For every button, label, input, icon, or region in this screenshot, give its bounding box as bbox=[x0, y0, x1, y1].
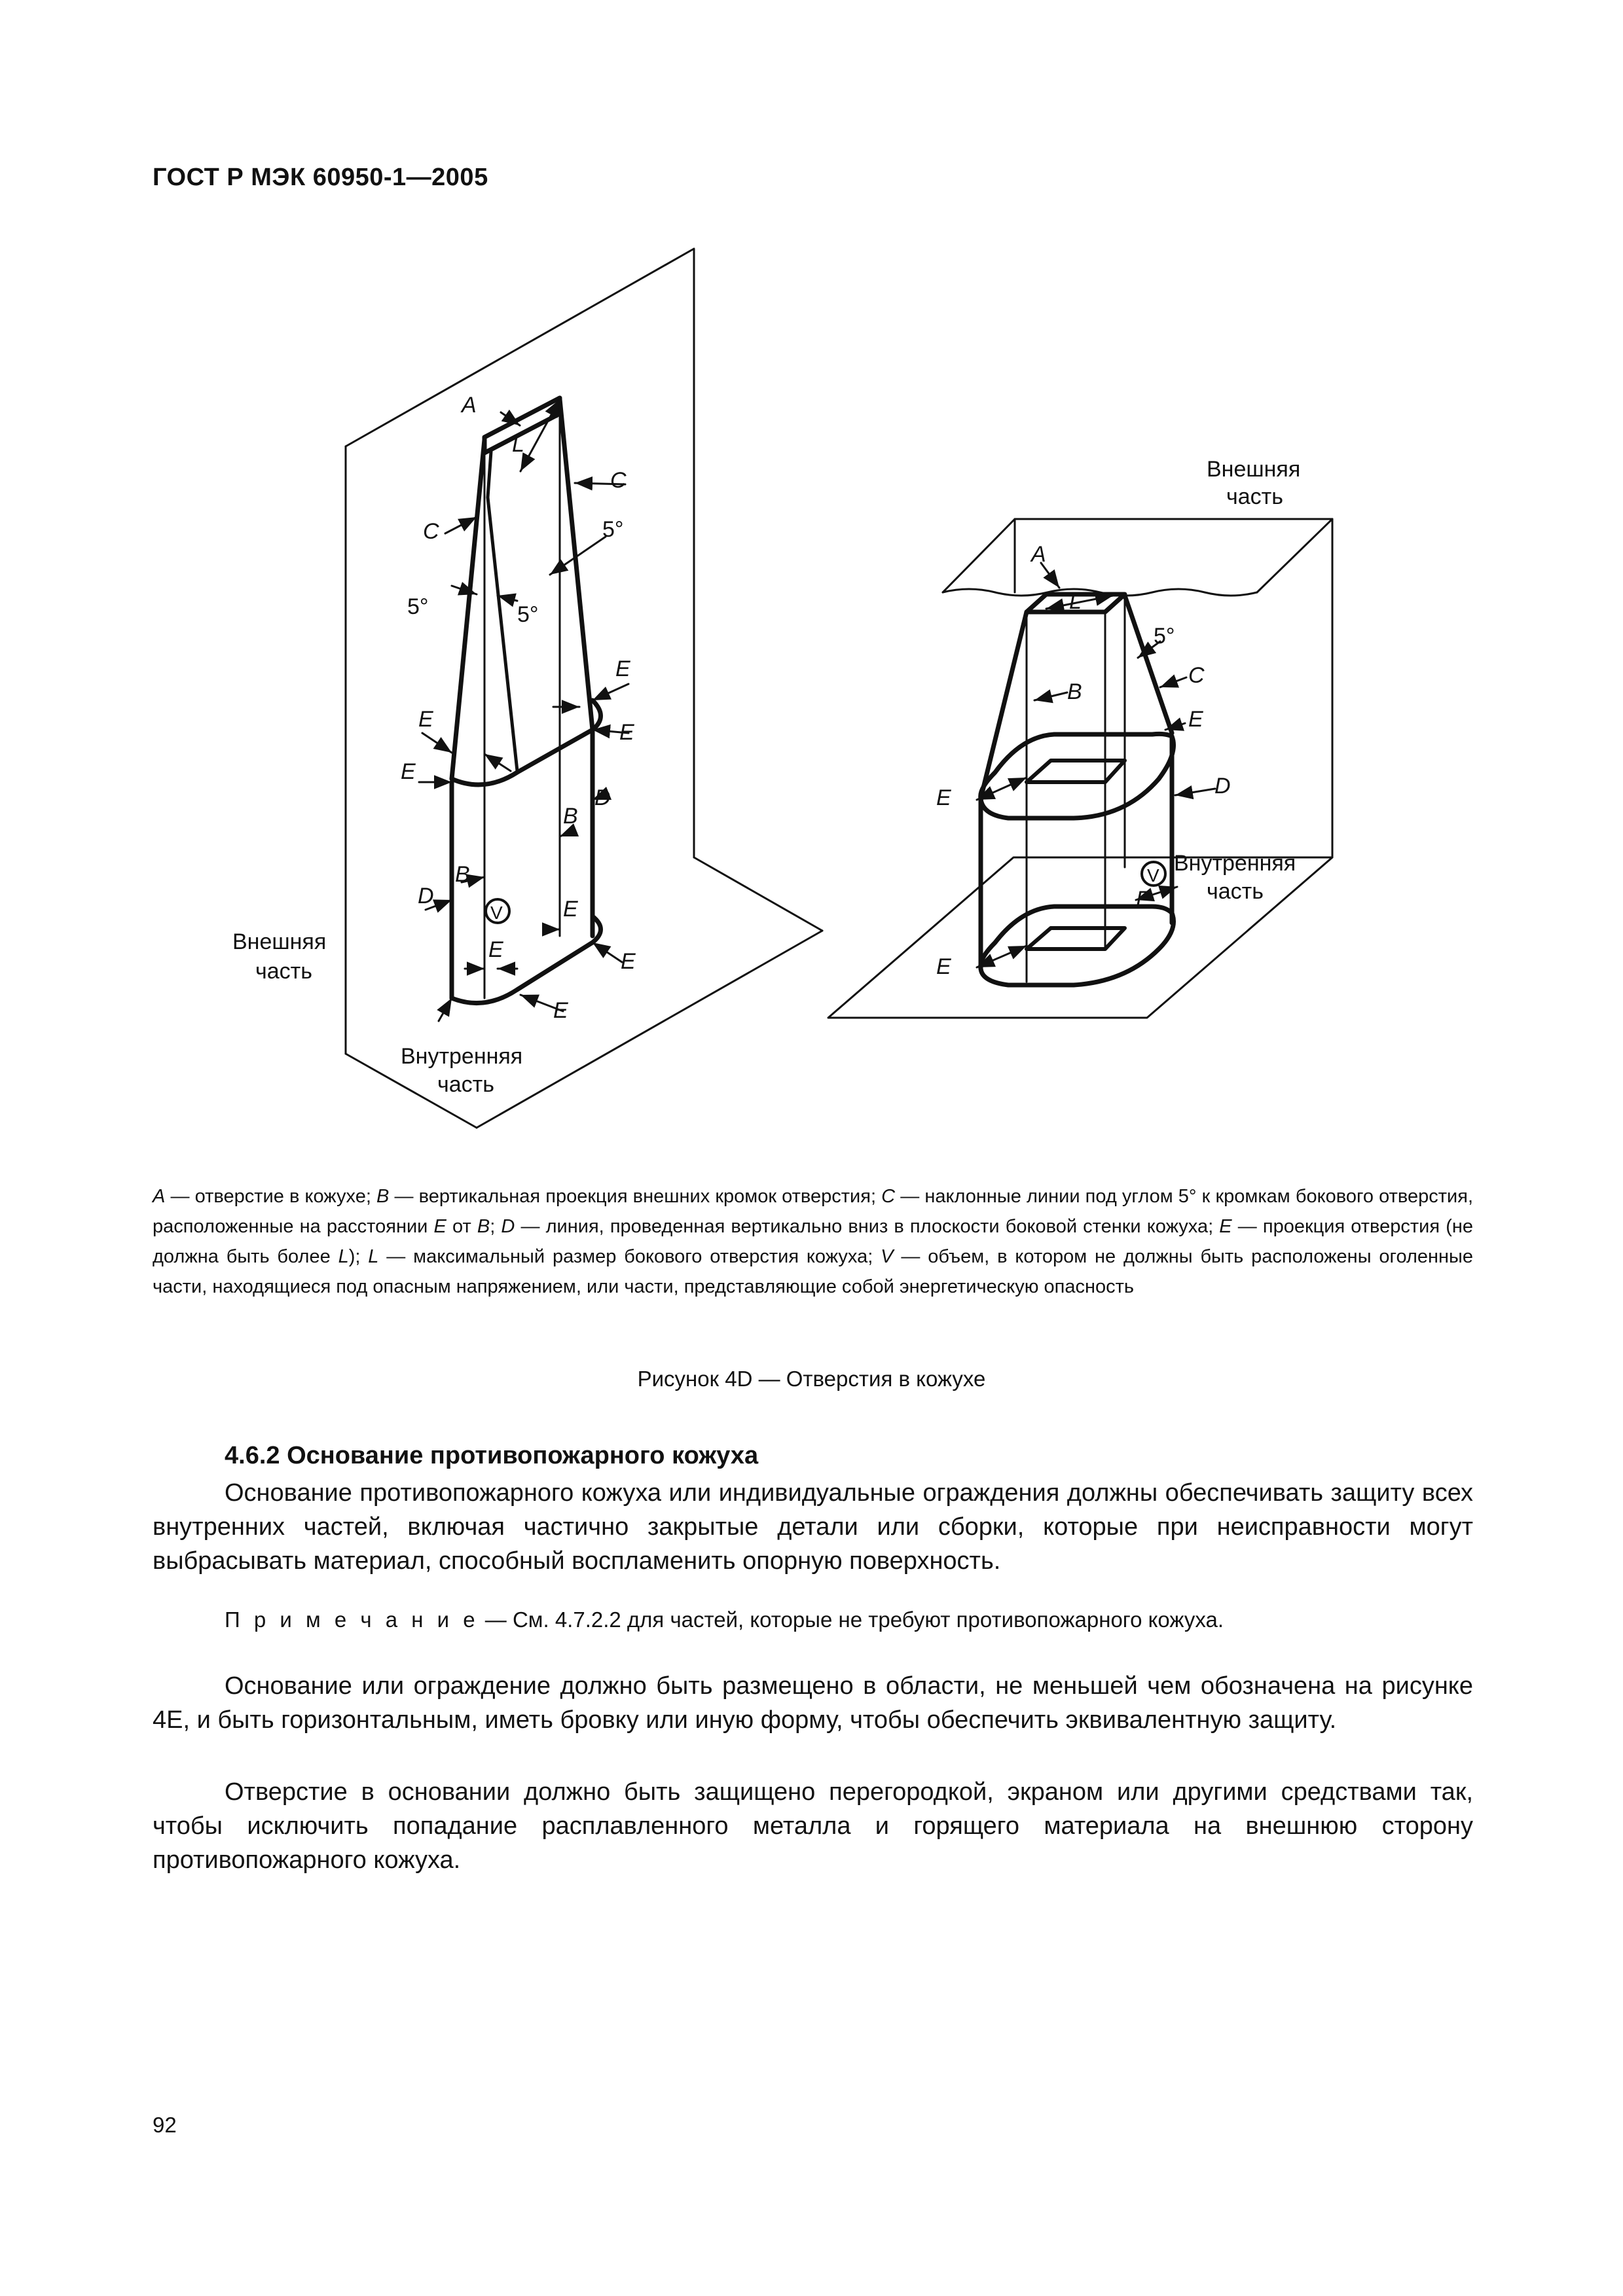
label-e6: E bbox=[488, 937, 503, 962]
label-outer-right-1: Внешняя bbox=[1207, 457, 1301, 482]
label-e-right1: E bbox=[1188, 707, 1203, 732]
label-outer-left-1: Внешняя bbox=[232, 929, 327, 954]
note-label: П р и м е ч а н и е bbox=[225, 1607, 479, 1632]
label-5deg-right-r: 5° bbox=[1154, 624, 1175, 649]
label-l-right: L bbox=[1069, 589, 1082, 614]
left-drawing bbox=[346, 249, 822, 1128]
label-e-right3: E bbox=[1136, 887, 1151, 912]
label-v-right: V bbox=[1147, 865, 1159, 886]
label-c-right: C bbox=[610, 468, 627, 493]
section-title: 4.6.2 Основание противопожарного кожуха bbox=[225, 1442, 759, 1469]
c-line-left-right bbox=[981, 612, 1027, 798]
label-inner-left-1: Внутренняя bbox=[401, 1044, 523, 1069]
page-number: 92 bbox=[153, 2113, 177, 2137]
c-line-right-right bbox=[1125, 596, 1172, 733]
section-paragraph-1: Основание противопожарного кожуха или индивидуальные ограждения должны обеспечивать защиту всех внутренних частей, включая частично закрытые детали или сборки, которые при неисправности могут выбрасывать материал, способный воспламенить опорную поверхность. bbox=[153, 1479, 1473, 1575]
label-e5: E bbox=[563, 897, 578, 922]
label-inner-left-2: часть bbox=[437, 1072, 494, 1097]
label-outer-right-2: часть bbox=[1226, 484, 1283, 509]
label-e1: E bbox=[418, 707, 433, 732]
label-inner-right-1: Внутренняя bbox=[1174, 851, 1296, 876]
label-b2: B bbox=[455, 862, 470, 887]
label-b1: B bbox=[563, 804, 578, 829]
wall-plane bbox=[346, 249, 694, 857]
top-plane bbox=[943, 519, 1332, 857]
label-outer-left-2: часть bbox=[255, 959, 312, 984]
e-contour-upper-right bbox=[981, 734, 1174, 818]
label-v: V bbox=[490, 903, 503, 923]
label-d1: D bbox=[594, 785, 611, 810]
label-5deg-right: 5° bbox=[602, 517, 624, 542]
label-b-right: B bbox=[1067, 679, 1082, 704]
c-line-left bbox=[452, 440, 484, 779]
label-l: L bbox=[512, 432, 524, 457]
label-5deg-mid: 5° bbox=[517, 602, 539, 627]
label-e3: E bbox=[615, 656, 630, 681]
label-e4: E bbox=[619, 720, 634, 745]
label-e2: E bbox=[401, 759, 416, 784]
label-d-right: D bbox=[1214, 774, 1231, 798]
document-header: ГОСТ Р МЭК 60950-1—2005 bbox=[153, 164, 488, 191]
figure-legend: A — отверстие в кожухе; B — вертикальная проекция внешних кромок отверстия; C — наклонные линии под углом 5° к кромкам бокового отверстия, расположенные на расстоянии E от B; D — линия, проведенная вертикально вниз в плоскости боковой стенки кожуха; E — проекция отверстия (не должна быть более L); L — максимальный размер бокового отверстия кожуха; V — объем, в котором не должны быть расположены оголенные части, находящиеся под опасным напряжением, или части, представляющие собой энергетическую опасность bbox=[153, 1186, 1474, 1297]
label-e7: E bbox=[621, 949, 636, 974]
label-5deg-left: 5° bbox=[407, 594, 429, 619]
note-text: — См. 4.7.2.2 для частей, которые не требуют противопожарного кожуха. bbox=[479, 1607, 1224, 1632]
section-paragraph-3: Отверстие в основании должно быть защищено перегородкой, экраном или другими средствами так, чтобы исключить попадание расплавленного металла и горящего материала на внешнюю сторону противопожарного кожуха. bbox=[153, 1778, 1473, 1874]
e-contour-lower bbox=[452, 916, 601, 1003]
e-contour-upper bbox=[452, 700, 601, 785]
label-a: A bbox=[462, 393, 477, 418]
figure-caption: Рисунок 4D — Отверстия в кожухе bbox=[637, 1367, 986, 1391]
label-d2: D bbox=[418, 884, 434, 908]
label-c-left: C bbox=[423, 519, 439, 544]
section-note bbox=[225, 1607, 1224, 1632]
section-paragraph-2: Основание или ограждение должно быть размещено в области, не меньшей чем обозначена на рисунке 4Е, и быть горизонтальным, иметь бровку или иную форму, чтобы обеспечить эквивалентную защиту. bbox=[153, 1672, 1473, 1734]
e-contour-lower-right bbox=[981, 906, 1174, 985]
label-e-right4: E bbox=[936, 954, 951, 979]
label-c-right-r: C bbox=[1188, 663, 1205, 688]
label-a-right: A bbox=[1031, 542, 1046, 567]
label-e8: E bbox=[553, 998, 568, 1023]
label-e-right2: E bbox=[936, 785, 951, 810]
label-inner-right-2: часть bbox=[1207, 879, 1264, 904]
